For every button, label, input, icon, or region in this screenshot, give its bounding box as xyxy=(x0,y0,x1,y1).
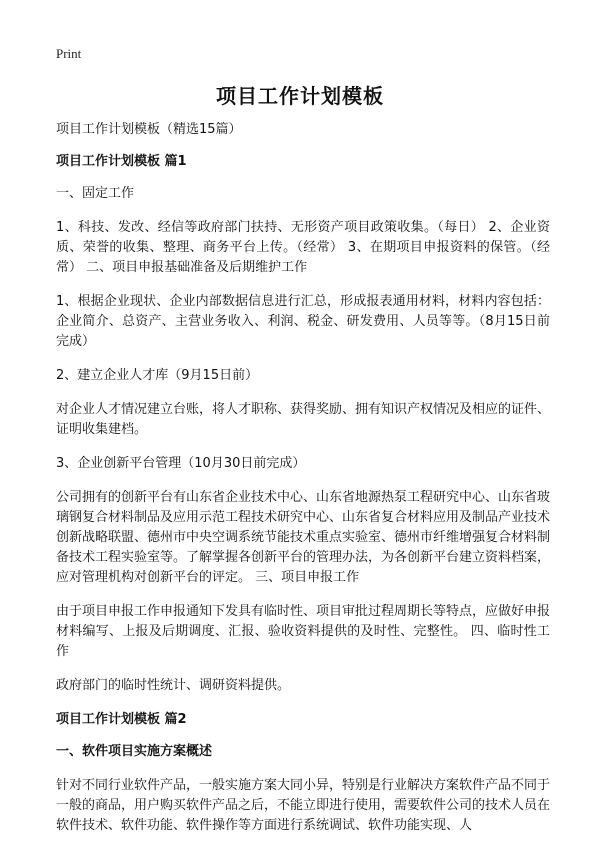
section-heading-1: 项目工作计划模板 篇1 xyxy=(56,154,187,169)
document-body xyxy=(56,120,550,850)
paragraph: 一、固定工作 xyxy=(56,186,135,201)
paragraph: 由于项目申报工作申报通知下发具有临时性、项目审批过程周期长等特点，应做好申报材料编写、上报及后期调度、汇报、验收资料提供的及时性、完整性。 四、临时性工作 xyxy=(56,604,551,659)
paragraph: 政府部门的临时性统计、调研资料提供。 xyxy=(56,678,291,693)
paragraph: 1、科技、发改、经信等政府部门扶持、无形资产项目政策收集。（每日） 2、企业资质、荣誉的收集、整理、商务平台上传。（经常） 3、在期项目申报资料的保管。（经常） 二、项目申报基础准备及后期维护工作 xyxy=(56,220,550,275)
paragraph: 2、建立企业人才库（9月15日前） xyxy=(56,368,259,383)
print-label: Print xyxy=(56,46,82,61)
document-title: 项目工作计划模板 xyxy=(216,84,384,108)
section-heading-2: 项目工作计划模板 篇2 xyxy=(56,712,187,727)
section-subheading: 一、软件项目实施方案概述 xyxy=(56,744,213,759)
paragraph: 3、企业创新平台管理（10月30日前完成） xyxy=(56,456,306,471)
paragraph: 对企业人才情况建立台账，将人才职称、获得奖励、拥有知识产权情况及相应的证件、证明收集建档。 xyxy=(56,402,551,437)
paragraph: 1、根据企业现状、企业内部数据信息进行汇总，形成报表通用材料，材料内容包括：企业简介、总资产、主营业务收入、利润、税金、研发费用、人员等等。（8月15日前完成） xyxy=(56,294,550,349)
document-subtitle: 项目工作计划模板（精选15篇） xyxy=(56,122,242,137)
paragraph: 针对不同行业软件产品，一般实施方案大同小异，特别是行业解决方案软件产品不同于一般的商品，用户购买软件产品之后，不能立即进行使用，需要软件公司的技术人员在软件技术、软件功能、软件操作等方面进行系统调试、软件功能实现、人 xyxy=(56,778,551,833)
paragraph: 公司拥有的创新平台有山东省企业技术中心、山东省地源热泵工程研究中心、山东省玻璃钢复合材料制品及应用示范工程技术研究中心、山东省复合材料应用及制品产业技术创新战略联盟、德州市中央空调系统节能技术重点实验室、德州市纤维增强复合材料制备技术工程实验室等。了解掌握各创新平台的管理办法，为各创新平台建立资料档案，应对管理机构对创新平台的评定。 三、项目申报工作 xyxy=(56,490,551,585)
